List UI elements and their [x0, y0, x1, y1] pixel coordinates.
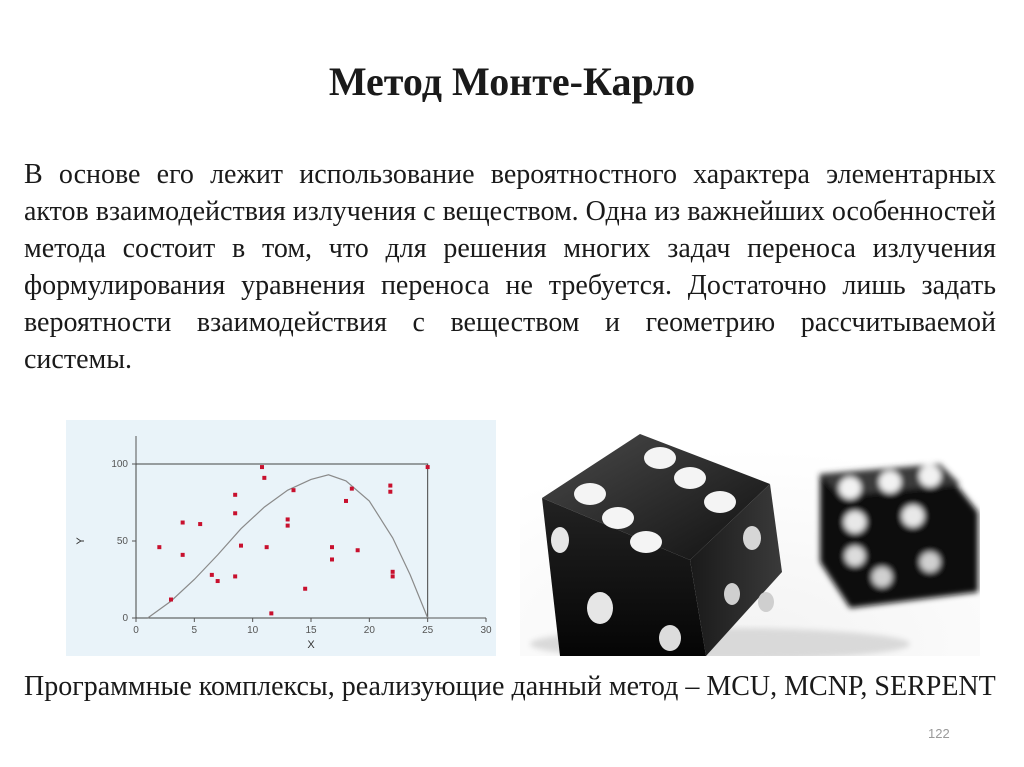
data-point	[391, 574, 395, 578]
back-die	[820, 464, 978, 608]
x-tick-label: 25	[422, 625, 434, 636]
data-point	[356, 548, 360, 552]
intro-paragraph: В основе его лежит использование вероятностного характера элементарных актов взаимодействия излучения с веществом. Одна из важнейших особенностей метода состоит в том, что для решения многих задач переноса излучения формулирования уравнения переноса не требуется. Достаточно лишь задать вероятности взаимодействия с веществом и геометрию рассчитываемой системы.	[24, 159, 996, 375]
data-point	[388, 490, 392, 494]
data-point	[157, 545, 161, 549]
slide-title: Метод Монте-Карло	[328, 59, 696, 104]
data-point	[260, 465, 264, 469]
x-tick-label: 5	[191, 625, 198, 636]
data-point	[292, 488, 296, 492]
data-point	[181, 553, 185, 557]
data-point	[269, 611, 273, 615]
data-point	[210, 573, 214, 577]
scatter-chart	[66, 420, 496, 656]
data-point	[216, 579, 220, 583]
x-tick-label: 0	[133, 625, 139, 636]
data-point	[181, 521, 185, 525]
dice-illustration	[520, 412, 980, 656]
data-point	[233, 493, 237, 497]
data-point	[388, 484, 392, 488]
scatter-chart-svg	[66, 420, 496, 656]
y-tick-label: 0	[122, 613, 128, 624]
data-point	[286, 517, 290, 521]
data-point	[344, 499, 348, 503]
data-point	[233, 511, 237, 515]
x-tick-label: 10	[247, 625, 259, 636]
data-point	[233, 574, 237, 578]
y-axis-label: Y	[75, 537, 87, 545]
data-point	[426, 465, 430, 469]
data-point	[198, 522, 202, 526]
x-tick-label: 30	[480, 625, 492, 636]
data-point	[169, 598, 173, 602]
dice-photo	[520, 412, 980, 656]
x-axis-label: X	[307, 639, 315, 651]
data-point	[350, 487, 354, 491]
x-tick-label: 20	[363, 625, 375, 636]
distribution-curve	[148, 475, 428, 618]
sampling-box	[136, 464, 428, 618]
data-point	[391, 570, 395, 574]
data-point	[303, 587, 307, 591]
data-point	[265, 545, 269, 549]
data-point	[330, 557, 334, 561]
y-tick-label: 50	[116, 536, 128, 547]
data-point	[330, 545, 334, 549]
data-point	[239, 544, 243, 548]
x-tick-label: 15	[305, 625, 317, 636]
page-number: 122	[928, 726, 950, 741]
data-point	[262, 476, 266, 480]
data-point	[286, 524, 290, 528]
y-tick-label: 100	[111, 459, 128, 470]
software-paragraph: Программные комплексы, реализующие данный метод – MCU, MCNP, SERPENT	[24, 671, 996, 702]
